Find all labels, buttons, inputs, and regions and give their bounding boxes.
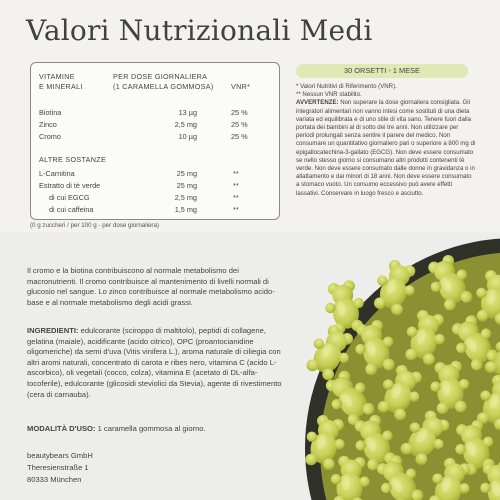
manufacturer-address <box>27 450 282 486</box>
row-name: di cui EGCG <box>49 193 90 202</box>
row-amount: 13 µg <box>178 108 197 117</box>
gummy-bears-image <box>300 238 500 500</box>
row-vnr: 25 % <box>231 120 248 129</box>
row-amount: 1,5 mg <box>174 205 197 214</box>
row-vnr: ** <box>233 193 239 202</box>
warnings-text <box>296 83 476 198</box>
warnings-label: AVVERTENZE: <box>296 99 339 107</box>
no-vnr-note: ** Nessun VNR stabilito. <box>296 91 362 99</box>
page-title: Valori Nutrizionali Medi <box>26 14 373 47</box>
table-footnote: (0 g zuccheri / per 100 g - per dose giornaliera) <box>30 222 159 229</box>
row-amount: 25 mg <box>176 181 197 190</box>
row-name: Estratto di tè verde <box>39 181 101 190</box>
address-line: beautybears GmbH <box>27 451 93 460</box>
address-line: Theresienstraße 1 <box>27 463 89 472</box>
address-line: 80333 München <box>27 475 82 484</box>
vnr-note: * Valori Nutritivi di Riferimento (VNR). <box>296 83 397 90</box>
nutrition-table <box>30 62 280 220</box>
row-amount: 2,5 mg <box>174 120 197 129</box>
row-name: Cromo <box>39 132 61 141</box>
header-minerals: E MINERALI <box>39 82 83 91</box>
row-vnr: 25 % <box>231 132 248 141</box>
warnings-column <box>296 64 476 198</box>
row-name: L-Carnitina <box>39 169 75 178</box>
usage-text: 1 caramella gommosa al giorno. <box>97 424 206 433</box>
row-vnr: ** <box>233 169 239 178</box>
row-amount: 2,5 mg <box>174 193 197 202</box>
row-amount: 10 µg <box>178 132 197 141</box>
gummy-bowl-illustration <box>300 238 500 500</box>
ingredients-paragraph <box>27 326 282 400</box>
row-vnr: ** <box>233 205 239 214</box>
header-vitamins: VITAMINE <box>39 72 75 81</box>
row-vnr: ** <box>233 181 239 190</box>
row-name: Biotina <box>39 108 62 117</box>
row-name: di cui caffeina <box>49 205 94 214</box>
usage-label: MODALITÀ D'USO: <box>27 424 96 433</box>
health-claims: Il cromo e la biotina contribuiscono al normale metabolismo dei macronutrienti. Il cromo contribuisce al mantenimento di livelli normali di glucosio nel sangue. Lo zinco contribuisce al normale metabolismo acido-base e al normale metabolismo degli acidi grassi. <box>27 266 275 307</box>
warnings-body: Non superare la dose giornaliera consigliata. Gli integratori alimentari non vanno intesi come sostituti di una dieta variata ed equilibrata e di uno stile di vita sano. Tenere fuori dalla portata dei bambini al di sotto dei tre anni. Non utilizzare per periodi prolungati senza sentire il parere del medico. Non consumare un quantitativo giornaliero pari o superiore a 800 mg di epigallocatechina-3-gallato (EGCG). Non deve essere consumato se nello stesso giorno si consumano altri prodotti contenenti tè verde. Non deve essere consumato dalle donne in gravidanza o in allattamento e dai minori di 18 anni. Non deve essere consumato a stomaco vuoto. Un consumo eccessivo può avere effetti lassativi. Conservare in luogo fresco e asciutto. <box>296 99 476 197</box>
ingredients-label: INGREDIENTI: <box>27 326 79 335</box>
header-vnr: VNR* <box>231 82 251 91</box>
row-amount: 25 mg <box>176 169 197 178</box>
warnings-paragraph <box>296 99 476 197</box>
quantity-badge: 30 ORSETTI - 1 MESE <box>296 64 468 78</box>
row-vnr: 25 % <box>231 108 248 117</box>
ingredients-list: edulcorante (sciroppo di maltitolo), peptidi di collagene, gelatina (maiale), acidificante (acido citrico), OPC (proantocianidine oligomeriche) da semi d'uva (Vitis vinifera L.), aroma naturale di ciliegia con altri aromi naturali, concentrato di carota e ribes nero, vitamina C (acido L-ascorbico), oli vegetali (cocco, colza), vitamina E (acetato di DL-alfa-tocoferile), edulcorante (glicosidi steviolici da Stevia), agente di rivestimento (cera di carnauba). <box>27 326 282 399</box>
header-dose: PER DOSE GIORNALIERA <box>113 72 208 81</box>
row-name: Zinco <box>39 120 57 129</box>
header-other: ALTRE SOSTANZE <box>39 155 107 164</box>
header-dose-sub: (1 CARAMELLA GOMMOSA) <box>113 82 214 91</box>
usage-paragraph <box>27 424 282 435</box>
